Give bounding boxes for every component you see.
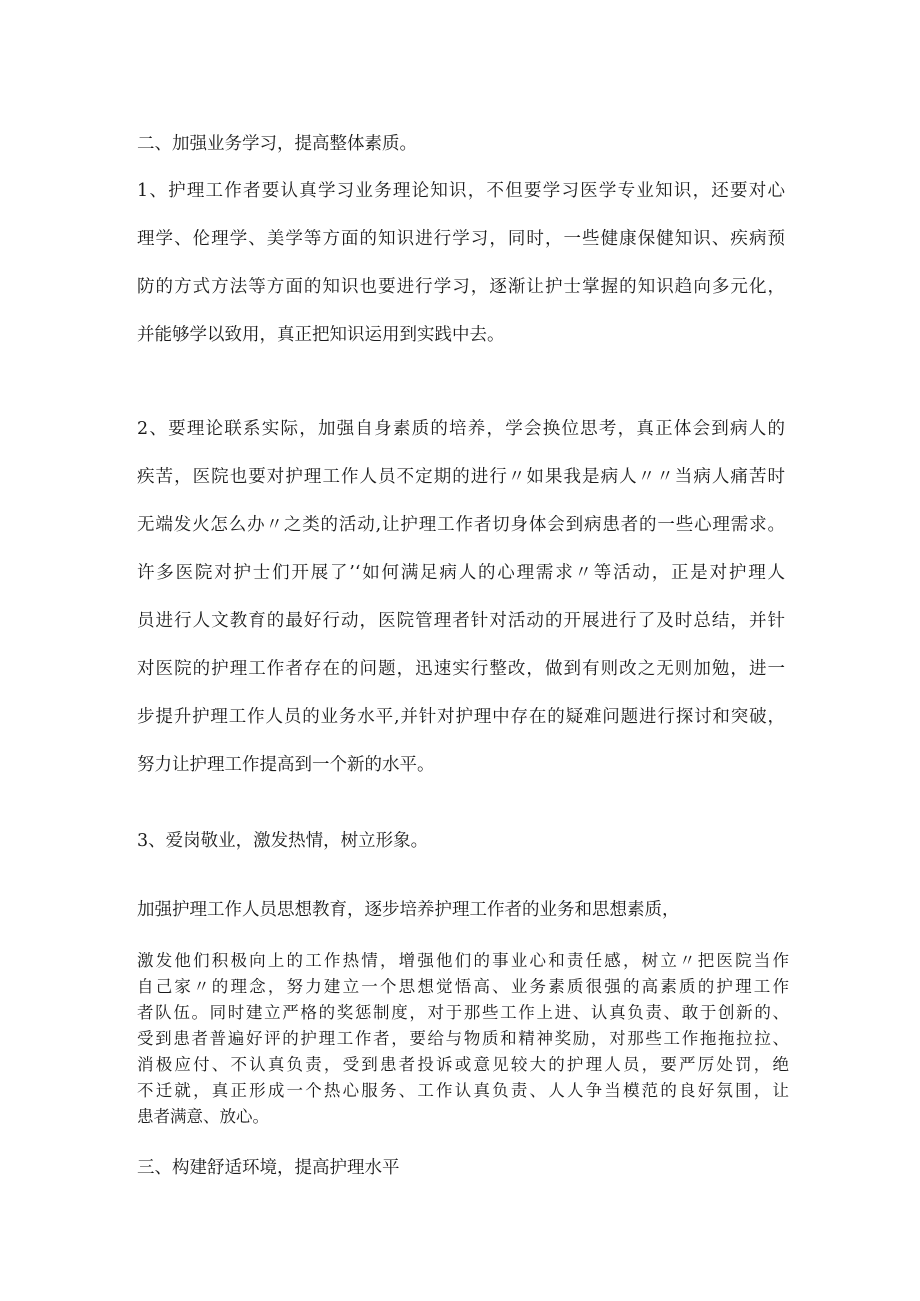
paragraph-three-intro: 加强护理工作人员思想教育，逐步培养护理工作者的业务和思想素质，	[137, 900, 680, 920]
paragraph-two-line: 对医院的护理工作者存在的问题，迅速实行整改，做到有则改之无则加勉，进一	[137, 659, 785, 679]
paragraph-three-line: 激发他们积极向上的工作热情，增强他们的事业心和责任感，树立〃把医院当作	[137, 951, 789, 970]
paragraph-three-line: 者队伍。同时建立严格的奖惩制度，对于那些工作上进、认真负责、敢于创新的、	[137, 1003, 789, 1022]
item-three-heading: 3、爱岗敬业，激发热情，树立形象。	[137, 831, 429, 851]
paragraph-two-line: 疾苦，医院也要对护理工作人员不定期的进行〃如果我是病人〃〃当病人痛苦时	[137, 467, 785, 487]
paragraph-two-line: 无端发火怎么办〃之类的活动,让护理工作者切身体会到病患者的一些心理需求。	[137, 515, 785, 535]
paragraph-one-line: 防的方式方法等方面的知识也要进行学习，逐渐让护士掌握的知识趋向多元化，	[137, 277, 785, 297]
paragraph-two-line: 2、要理论联系实际，加强自身素质的培养，学会换位思考，真正体会到病人的	[137, 419, 785, 439]
paragraph-one-line: 1、护理工作者要认真学习业务理论知识，不但要学习医学专业知识，还要对心	[137, 181, 785, 201]
paragraph-two-line: 许多医院对护士们开展了’‘如何满足病人的心理需求〃等活动，正是对护理人	[137, 563, 785, 583]
paragraph-two-line: 步提升护理工作人员的业务水平,并针对护理中存在的疑难问题进行探讨和突破，	[137, 707, 785, 727]
paragraph-three-line: 受到患者普遍好评的护理工作者，要给与物质和精神奖励，对那些工作拖拖拉拉、	[137, 1029, 789, 1048]
paragraph-two-line: 努力让护理工作提高到一个新的水平。	[137, 755, 435, 775]
paragraph-three-line: 患者满意、放心。	[137, 1107, 269, 1126]
paragraph-one-line: 理学、伦理学、美学等方面的知识进行学习，同时，一些健康保健知识、疾病预	[137, 229, 785, 249]
paragraph-one-line: 并能够学以致用，真正把知识运用到实践中去。	[137, 325, 505, 345]
paragraph-three-line: 不迁就，真正形成一个热心服务、工作认真负责、人人争当模范的良好氛围，让	[137, 1081, 789, 1100]
section-heading-two: 二、加强业务学习，提高整体素质。	[137, 134, 417, 154]
paragraph-three-line: 自己家〃的理念，努力建立一个思想觉悟高、业务素质很强的高素质的护理工作	[137, 977, 789, 996]
paragraph-two-line: 员进行人文教育的最好行动，医院管理者针对活动的开展进行了及时总结，并针	[137, 611, 785, 631]
section-heading-three: 三、构建舒适环境，提高护理水平	[137, 1158, 400, 1178]
paragraph-three-line: 消极应付、不认真负责，受到患者投诉或意见较大的护理人员，要严厉处罚，绝	[137, 1055, 789, 1074]
